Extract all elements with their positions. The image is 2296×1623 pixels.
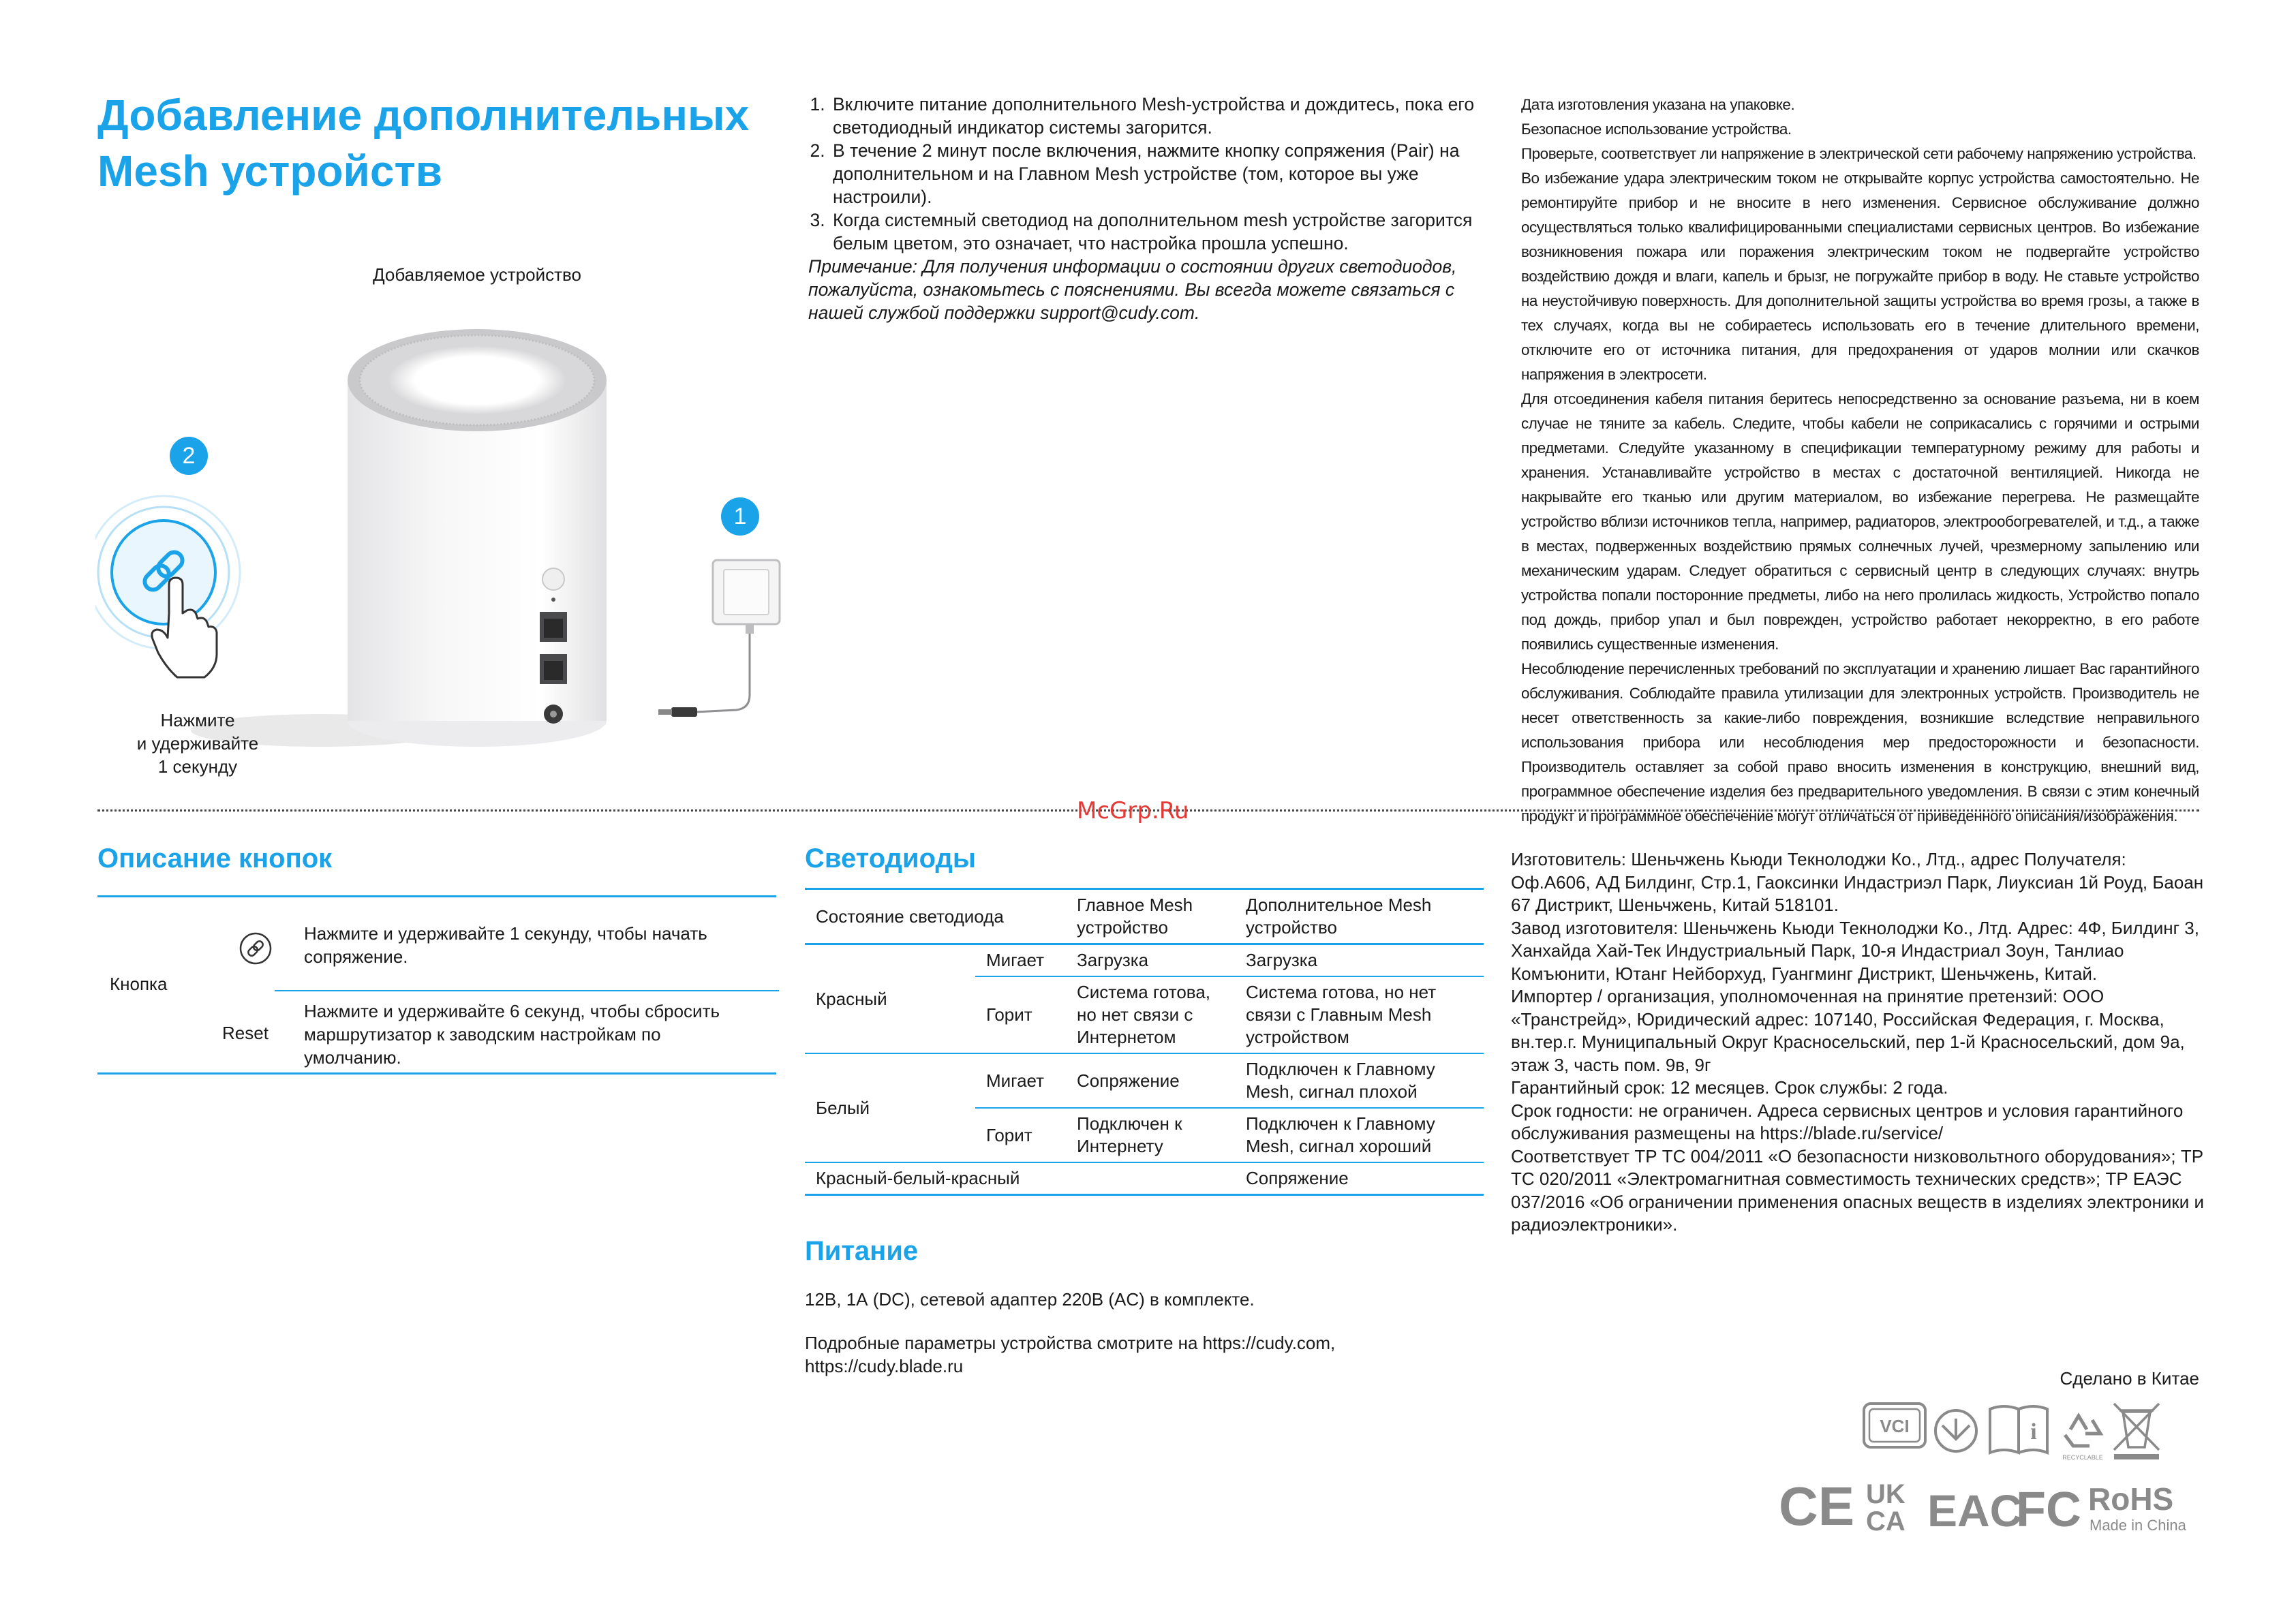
rohs-mark: RoHS — [2088, 1481, 2174, 1517]
led-main-value: Подключен к Интернету — [1066, 1108, 1235, 1162]
led-mode: Мигает — [975, 944, 1066, 977]
cert-row-top — [1861, 1397, 2201, 1465]
led-sub-value: Сопряжение — [1235, 1162, 1484, 1195]
weee-bin-icon — [2114, 1404, 2159, 1459]
led-row — [805, 944, 1484, 977]
pairing-illustration — [95, 313, 818, 777]
press-caption-line3: 1 секунду — [157, 756, 238, 777]
led-sub-value: Подключен к Главному Mesh, сигнал плохой — [1235, 1053, 1484, 1108]
press-caption-line1: Нажмите — [160, 710, 235, 730]
mfr-paragraph: Завод изготовителя: Шеньчжень Кьюди Текнолоджи Ко., Лтд. Адрес: 4Ф, Билдинг 3, Ханхайда Хай-Тек Индустриальный Парк, 10-я Индастриал Зоун, Танлиао Комъюнити, Ютанг Нейборхуд, Гуангминг Дистрикт, Шеньчжень, Китай. — [1511, 917, 2199, 984]
power-line: Подробные параметры устройства смотрите на https://cudy.com, https://cudy.blade.ru — [805, 1333, 1336, 1376]
press-caption — [95, 709, 300, 778]
buttons-table — [97, 897, 776, 1075]
step-item: 3. Когда системный светодиод на дополнительном mesh устройстве загорится белым цветом, это означает, что настройка прошла успешно. — [830, 208, 1490, 255]
pair-press-graphic — [95, 496, 240, 677]
led-mode: Горит — [975, 1108, 1066, 1162]
safety-text — [1521, 93, 2199, 829]
pair-button-icon — [239, 931, 273, 965]
led-heading: Светодиоды — [805, 844, 977, 874]
made-in-label: Сделано в Китае — [2060, 1368, 2199, 1389]
page-title-line1: Добавление дополнительных — [97, 91, 750, 140]
page-title — [97, 87, 779, 199]
pair-desc: Нажмите и удерживайте 1 секунду, чтобы начать сопряжение. — [304, 923, 707, 967]
vci-icon — [1864, 1404, 1925, 1447]
svg-text:i: i — [2030, 1419, 2037, 1444]
step-item: 1. Включите питание дополнительного Mesh-устройства и дождитесь, пока его светодиодный индикатор системы загорится. — [830, 93, 1490, 139]
steps-note: Примечание: Для получения информации о состоянии других светодиодов, пожалуйста, ознакомьтесь с пояснениями. Вы всегда можете связаться с нашей службой поддержки support@cudy.com. — [808, 256, 1457, 323]
fc-mark: FC — [2016, 1483, 2081, 1537]
ce-mark: CE — [1779, 1476, 1855, 1536]
led-header-sub: Дополнительное Mesh устройство — [1235, 890, 1484, 944]
reset-label: Reset — [222, 1023, 269, 1043]
setup-steps — [808, 93, 1490, 324]
manual-icon — [1990, 1406, 2047, 1453]
step-item: 2. В течение 2 минут после включения, нажмите кнопку сопряжения (Pair) на дополнительном и на Главном Mesh устройстве (том, которое вы уже настроили). — [830, 139, 1490, 208]
safety-paragraph: Дата изготовления указана на упаковке. — [1521, 96, 1795, 113]
reset-desc: Нажмите и удерживайте 6 секунд, чтобы сбросить маршрутизатор к заводским настройкам по умолчанию. — [304, 1001, 720, 1068]
router-top — [388, 346, 566, 414]
led-main-value: Сопряжение — [1066, 1053, 1235, 1108]
buttons-heading: Описание кнопок — [97, 844, 333, 874]
led-sub-value: Подключен к Главному Mesh, сигнал хороший — [1235, 1108, 1484, 1162]
safety-paragraph: Во избежание удара электрическим током не открывайте корпус устройства самостоятельно. Не ремонтируйте прибор и не вносите в него изменения. Сервисное обслуживание должно осуществляться только квалифицированными специалистами сервисных центров. Во избежание возникновения пожара или поражения электрическим током не подвергайте устройство воздействию дождя и влаги, капель и брызг, не погружайте прибор в воду. Не ставьте устройство на неустойчивую поверхность. Для дополнительной защиты устройства во время грозы, а также в тех случаях, когда вы не собираетесь использовать его в течение длительного времени, отключите его от источника питания, для предохранения от ударов молнии или скачков напряжения в электросети. — [1521, 170, 2199, 383]
vci-text: VCI — [1880, 1416, 1910, 1436]
led-main-value: Загрузка — [1066, 944, 1235, 977]
mfr-paragraph: Соответствует ТР ТС 004/2011 «О безопасности низковольтного оборудования»; ТР ТС 020/2011 «Электромагнитная совместимость технических средств»; ТР ЕАЭС 037/2016 «Об ограничении применения опасных веществ в изделиях электроники и радиоэлектроники». — [1511, 1145, 2205, 1235]
ukca-mark-top: UK — [1866, 1479, 1905, 1509]
made-in-china-mark: Made in China — [2090, 1517, 2186, 1534]
led-row — [805, 1053, 1484, 1108]
device-caption: Добавляемое устройство — [372, 264, 581, 285]
safety-paragraph: Безопасное использование устройства. — [1521, 121, 1792, 138]
led-table — [805, 890, 1484, 1196]
mfr-paragraph: Изготовитель: Шеньчжень Кьюди Текнолоджи Ко., Лтд., адрес Получателя: Оф.А606, АД Билдинг, Стр.1, Гаоксинки Индастриэл Парк, Лиуксиан 1й Роуд, Баоан 67 Дистрикт, Шеньчжень, Китай 518101. — [1511, 849, 2204, 915]
eac-mark: EAC — [1927, 1485, 2023, 1536]
recyclable-text: RECYCLABLE — [2062, 1454, 2103, 1461]
manufacturer-info — [1511, 848, 2206, 1237]
led-color-rwr: Красный-белый-красный — [805, 1162, 1235, 1195]
led-header-main: Главное Mesh устройство — [1066, 890, 1235, 944]
ukr-conformity-icon — [1935, 1410, 1976, 1451]
page-title-line2: Mesh устройств — [97, 146, 443, 196]
led-color-white: Белый — [805, 1053, 975, 1162]
ukca-mark-bottom: CA — [1866, 1506, 1905, 1536]
power-text — [805, 1288, 1486, 1398]
led-row — [805, 1162, 1484, 1195]
mfr-paragraph: Гарантийный срок: 12 месяцев. Срок службы: 2 года. — [1511, 1077, 1948, 1098]
safety-paragraph: Проверьте, соответствует ли напряжение в электрической сети рабочему напряжению устройства. — [1521, 145, 2196, 162]
mfr-paragraph: Срок годности: не ограничен. Адреса сервисных центров и условия гарантийного обслуживания размещены на https://blade.ru/service/ — [1511, 1100, 2184, 1143]
power-line: 12В, 1А (DC), сетевой адаптер 220В (AC) в комплекте. — [805, 1289, 1255, 1310]
power-heading: Питание — [805, 1236, 919, 1266]
step-badge-pair: 2 — [170, 437, 208, 475]
recycle-icon — [2062, 1416, 2103, 1461]
led-mode: Мигает — [975, 1053, 1066, 1108]
cert-row-bottom — [1779, 1472, 2201, 1540]
led-color-red: Красный — [805, 944, 975, 1054]
router-pair-button — [542, 568, 564, 590]
power-adapter — [658, 560, 780, 717]
led-sub-value: Система готова, но нет связи с Главным Mesh устройством — [1235, 976, 1484, 1053]
led-header-state: Состояние светодиода — [805, 890, 1066, 944]
press-caption-line2: и удерживайте — [136, 733, 259, 754]
led-sub-value: Загрузка — [1235, 944, 1484, 977]
led-header-row — [805, 890, 1484, 944]
safety-paragraph: Для отсоединения кабеля питания беритесь непосредственно за основание разъема, ни в коем случае не тяните за кабель. Следите, чтобы кабели не соприкасались с горячими и острыми предметами. Следуйте указанному в спецификации температурному режиму для работы и хранения. Устанавливайте устройство в местах с достаточной вентиляцией. Никогда не накрывайте его тканью или другим материалом, во избежание перегрева. Не размещайте устройство вблизи источников тепла, например, радиаторов, электрообогревателей, и т.д., а также в местах, подверженных воздействию прямых солнечных лучей, чрезмерному запылению или механическим ударам. Следует обратиться с сервисный центр в следующих случаях: внутрь устройства попали посторонние предметы, либо на него пролилась жидкость, Устройство попало под дождь, прибор упал и был поврежден, устройство работает некорректно, в его работе появились существенные изменения. — [1521, 390, 2199, 653]
buttons-row-label: Кнопка — [110, 974, 168, 994]
safety-paragraph: Несоблюдение перечисленных требований по эксплуатации и хранению лишает Вас гарантийного обслуживания. Соблюдайте правила утилизации для электронных устройств. Производитель не несет ответственность за какие-либо повреждения, возникшие вследствие неправильного использования прибора или несоблюдения мер предосторожности и безопасности. Производитель оставляет за собой право вносить изменения в конструкцию, внешний вид, программное обеспечение изделия без предварительного уведомления. В связи с этим конечный продукт и программное обеспечение могут отличаться от приведенного описания/изображения. — [1521, 660, 2199, 824]
watermark: McGrp.Ru — [1077, 797, 1189, 824]
router-device — [191, 313, 607, 747]
step-badge-power: 1 — [721, 497, 759, 536]
led-mode: Горит — [975, 976, 1066, 1053]
led-main-value: Система готова, но нет связи с Интернетом — [1066, 976, 1235, 1053]
mfr-paragraph: Импортер / организация, уполномоченная на принятие претензий: ООО «Транстрейд», Юридический адрес: 107140, Российская Федерация, г. Москва, вн.тер.г. Муниципальный Округ Красносельский, пер 1-й Красносельский, дом 9а, этаж 3, часть пом. 9в, 9г — [1511, 986, 2185, 1075]
